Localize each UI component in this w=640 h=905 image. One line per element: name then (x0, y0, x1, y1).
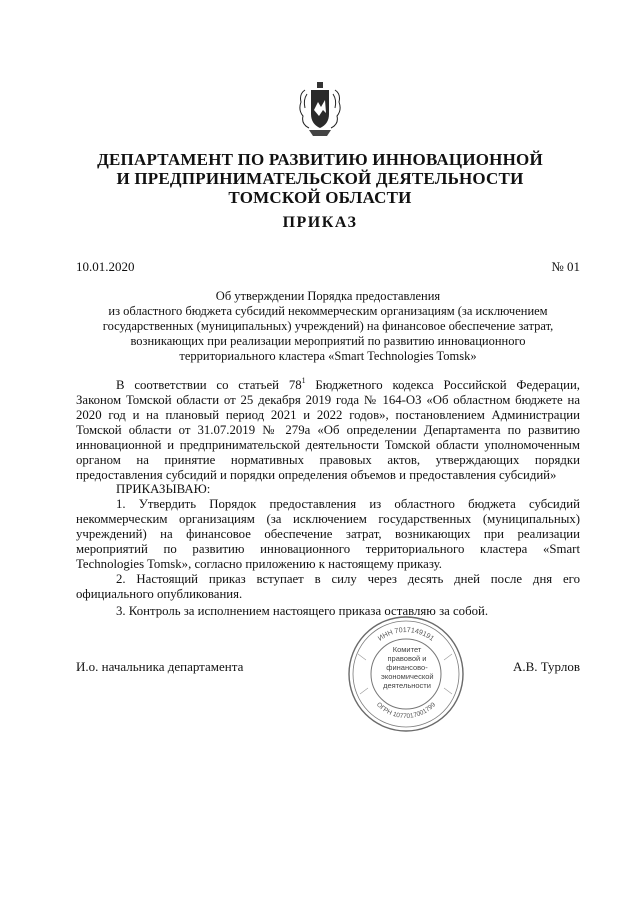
order-item-3-line: 3. Контроль за исполнением настоящего приказа оставляю за собой. (116, 604, 489, 618)
org-title-line-1: ДЕПАРТАМЕНТ ПО РАЗВИТИЮ ИННОВАЦИОННОЙ (97, 150, 543, 169)
preamble-line: Законом Томской области от 25 декабря 2019 года № 164-ОЗ «Об областном бюджете на (76, 393, 580, 407)
preamble-line: инновационной и предпринимательской деятельности Томской области уполномоченным (76, 438, 580, 452)
org-title-line-2: И ПРЕДПРИНИМАТЕЛЬСКОЙ ДЕЯТЕЛЬНОСТИ (116, 169, 524, 188)
stamp-center-text: Комитет правовой и финансово- экономической деятельности (381, 645, 434, 690)
preamble-line: Томской области от 31.07.2019 № 279а «Об определении Департамента по развитию (76, 423, 580, 437)
order-item-2-line: 2. Настоящий приказ вступает в силу через десять дней после дня его (116, 572, 580, 586)
org-title-line-3: ТОМСКОЙ ОБЛАСТИ (228, 188, 412, 207)
document-type-title: ПРИКАЗ (282, 214, 358, 231)
document-number: № 01 (551, 259, 580, 274)
subject-line: территориального кластера «Smart Technologies Tomsk» (179, 349, 477, 363)
order-item-1-line: Technologies Tomsk», согласно приложению к настоящему приказу. (76, 557, 442, 571)
order-item-1-line: мероприятий по развитию инновационного территориального кластера «Smart (76, 542, 580, 556)
subject-line: возникающих при реализации мероприятий по развитию инновационного (130, 334, 526, 348)
order-item-1-line: учреждений) на финансовое обеспечение затрат, возникающих при реализации (76, 527, 580, 541)
signatory-name: А.В. Турлов (512, 659, 580, 674)
preamble-line: органом на принятие нормативных правовых актов, утверждающих порядки (76, 453, 580, 467)
stamp-ring-bottom: ОГРН 1077017001799 (374, 701, 438, 721)
svg-text:ИНН 7017149191 (377, 627, 435, 643)
svg-text:ОГРН 1077017001799 (375, 701, 437, 720)
subject-line: из областного бюджета субсидий некоммерческим организациям (за исключением (108, 304, 548, 318)
preamble-line: предоставления субсидий и порядки определения объемов и предоставления субсидий» (76, 468, 557, 482)
order-word: ПРИКАЗЫВАЮ: (116, 482, 211, 496)
document-date: 10.01.2020 (76, 259, 135, 274)
superscript: 1 (301, 376, 306, 385)
subject-line: государственных (муниципальных) учреждений) на финансовое обеспечение затрат, (102, 319, 554, 333)
order-item-1-line: 1. Утвердить Порядок предоставления из областного бюджета субсидий (116, 497, 580, 511)
coat-of-arms-icon (297, 80, 343, 138)
preamble-line: В соответствии со статьей $78^1$ Бюджетного кодекса Российской Федерации, (116, 376, 580, 392)
order-item-2-line: официального опубликования. (76, 587, 243, 601)
stamp-ring-top: ИНН 7017149191 (377, 626, 436, 643)
preamble-line: 2020 год и на плановый период 2021 и 2022 годов», постановлением Администрации (76, 408, 580, 422)
subject-line: Об утверждении Порядка предоставления (215, 289, 441, 303)
signatory-position: И.о. начальника департамента (76, 659, 244, 674)
order-item-1-line: некоммерческим организациям (за исключением государственных (муниципальных) (76, 512, 580, 526)
